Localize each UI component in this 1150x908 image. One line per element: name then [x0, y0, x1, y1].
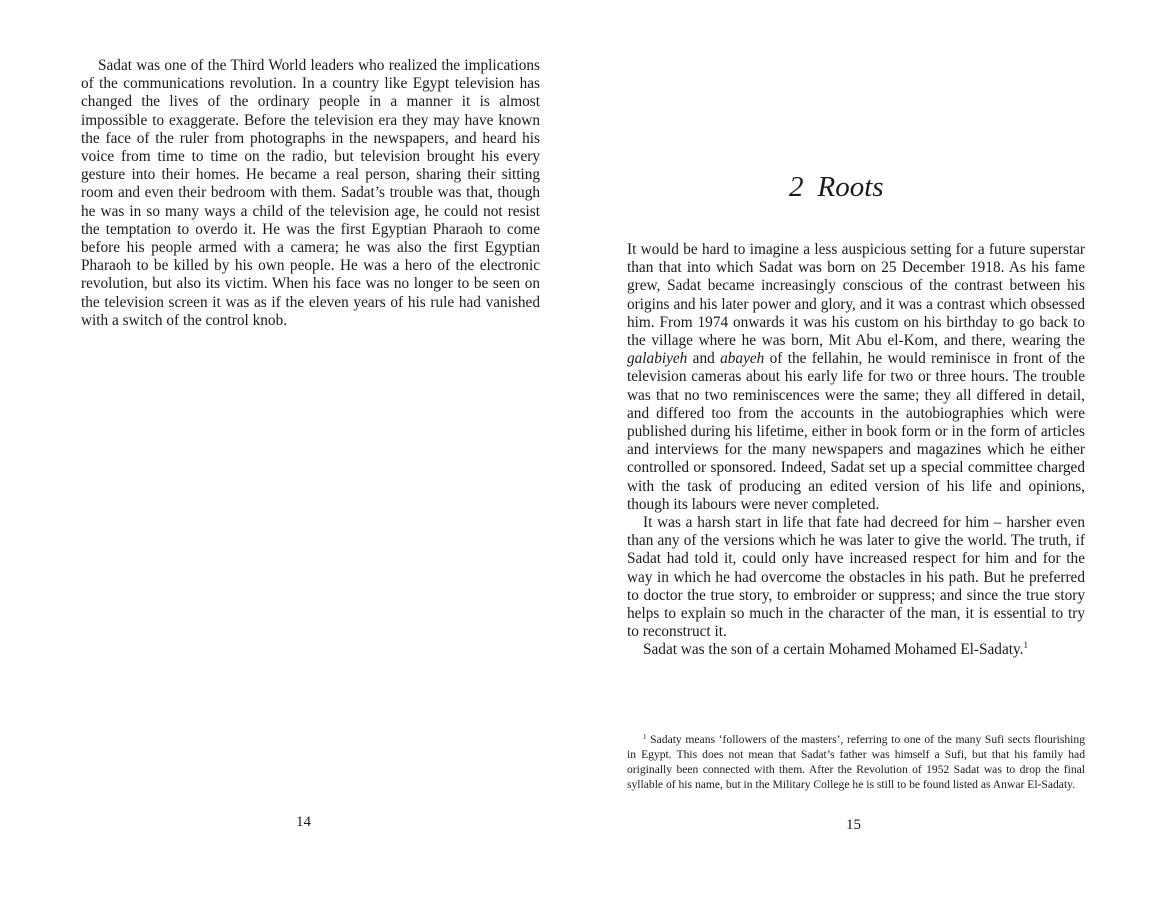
right-page [575, 0, 1150, 908]
text-run: of the fellahin, he would reminisce in front of the television cameras about his early life for two or three hours. The trouble was that no two reminiscences were the same; they all differed in detail, and differed too from the accounts in the autobiographies which were published during his lifetime, either in book form or in the form of articles and interviews for the many newspapers and magazines which he either controlled or sponsored. Indeed, Sadat set up a special committee charged with the task of producing an edited version of his life and opinions, though its labours were never completed. [627, 350, 1085, 513]
footnote-marker: 1 [643, 733, 647, 741]
body-paragraph [627, 241, 1085, 514]
text-run: Sadat was the son of a certain Mohamed Mohamed El-Sadaty. [643, 641, 1024, 659]
page-number: 14 [296, 814, 311, 830]
chapter-body [627, 241, 1085, 660]
body-paragraph: Sadat was one of the Third World leaders who realized the implications of the communications revolution. In a country like Egypt television has changed the lives of the ordinary people in a manner it is almost impossible to exaggerate. Before the television era they may have known the face of the ruler from photographs in the newspapers, and heard his voice from time to time on the radio, but television brought his every gesture into their homes. He became a real person, sharing their sitting room and even their bedroom with them. Sadat’s trouble was that, though he was in so many ways a child of the television age, he could not resist the temptation to overdo it. He was the first Egyptian Pharaoh to come before his people armed with a camera; he was also the first Egyptian Pharaoh to be killed by his own people. He was a hero of the electronic revolution, but also its victim. When his face was no longer to be seen on the television screen it was as if the eleven years of his rule had vanished with a switch of the control knob. [81, 57, 540, 329]
italic-term: abayeh [720, 350, 765, 368]
text-run: It would be hard to imagine a less auspicious setting for a future superstar than that into which Sadat was born on 25 December 1918. As his fame grew, Sadat became increasingly conscious of the contrast between his origins and his later power and glory, and it was a contrast which obsessed him. From 1974 onwards it was his custom on his birthday to go back to the village where he was born, Mit Abu el-Kom, and there, wearing the [627, 241, 1085, 350]
footnote [627, 732, 1085, 792]
italic-term: galabiyeh [627, 350, 688, 368]
page-number: 15 [846, 817, 861, 833]
body-paragraph [627, 641, 1085, 659]
footnote-text: Sadaty means ‘followers of the masters’, referring to one of the many Sufi sects flourishing in Egypt. This does not mean that Sadat’s father was himself a Sufi, but that his family had originally been connected with them. After the Revolution of 1952 Sadat was to drop the final syllable of his name, but in the Military College he is still to be found listed as Anwar El-Sadaty. [627, 733, 1085, 791]
chapter-title: Roots [817, 171, 884, 203]
body-paragraph: It was a harsh start in life that fate had decreed for him – harsher even than any of the versions which he was later to give the world. The truth, if Sadat had told it, could only have increased respect for him and for the way in which he had overcome the obstacles in his path. But he preferred to doctor the true story, to embroider or suppress; and since the true story helps to explain so much in the character of the man, it is essential to try to reconstruct it. [627, 514, 1085, 641]
footnote-reference: 1 [1023, 640, 1028, 651]
chapter-number: 2 [789, 171, 804, 203]
chapter-heading [789, 171, 884, 204]
text-run: and [687, 350, 721, 368]
